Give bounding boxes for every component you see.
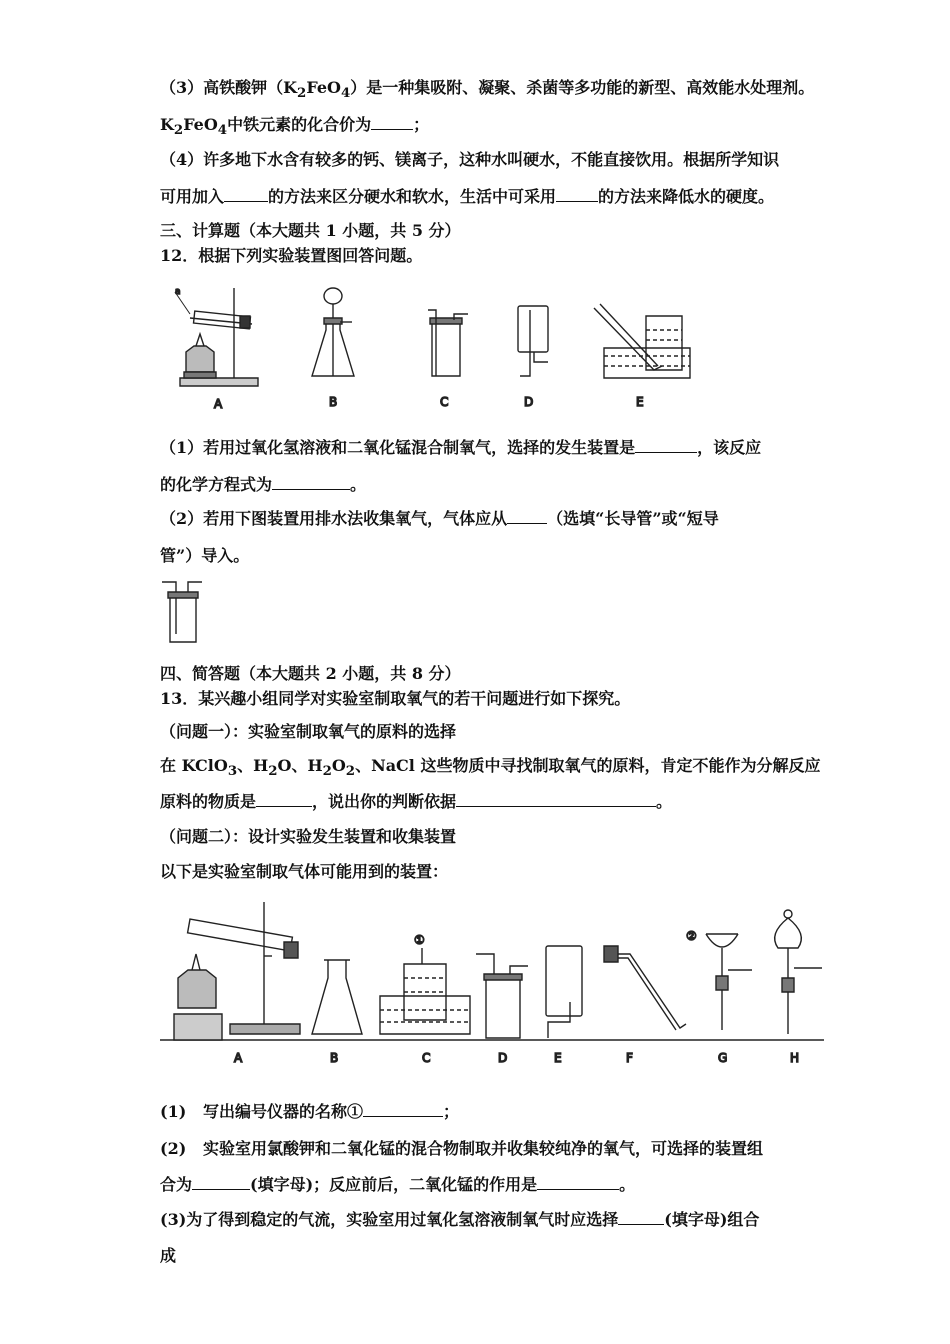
gas-washing-bottle-figure — [160, 578, 206, 646]
apparatus-h — [775, 910, 822, 1034]
text-run: 写出编号仪器的名称① — [203, 1102, 364, 1121]
text-run: O — [331, 756, 346, 775]
q13-problem1: （问题一）：实验室制取氧气的原料的选择 — [160, 722, 457, 741]
text-run: （3）高铁酸钾（K — [160, 78, 298, 97]
answer-blank[interactable] — [618, 1210, 664, 1225]
fig-tag-a: a — [175, 287, 181, 297]
fig-label-a: A — [214, 397, 223, 411]
text-run: 。 — [350, 475, 367, 494]
q13-apparatus-figure — [160, 898, 830, 1070]
fig-label-g: G — [718, 1051, 728, 1065]
answer-blank[interactable] — [272, 475, 350, 490]
apparatus-d — [476, 954, 528, 1038]
text-run: 原料的物质是 — [160, 792, 257, 811]
apparatus-b — [312, 288, 354, 376]
answer-blank[interactable] — [556, 187, 598, 202]
q13-problem2: （问题二）：设计实验发生装置和收集装置 — [160, 827, 457, 846]
apparatus-d — [518, 306, 548, 376]
fig-label-e: E — [636, 395, 644, 409]
fig-label-a: A — [234, 1051, 243, 1065]
q13-sub3-line1 — [160, 1209, 759, 1231]
q11-part3-line1 — [160, 77, 814, 104]
subscript: 4 — [340, 85, 351, 102]
text-run: 、NaCl 这些物质中寻找制取氧气的原料，肯定不能作为分解反应 — [355, 756, 821, 775]
apparatus-f — [604, 946, 686, 1030]
text-run: FeO — [183, 115, 218, 134]
subscript: 2 — [297, 85, 307, 102]
q11-part4-line2 — [160, 186, 774, 208]
text-run: ； — [413, 115, 430, 134]
mark-1: ① — [414, 933, 425, 947]
section3-title: 三、计算题（本大题共 1 小题，共 5 分） — [160, 221, 461, 240]
q13-line-answer — [160, 791, 672, 813]
text-run: 实验室用氯酸钾和二氧化锰的混合物制取并收集较纯净的氧气，可选择的装置组 — [203, 1139, 764, 1158]
apparatus-e — [546, 946, 582, 1038]
subscript: 2 — [268, 763, 278, 780]
answer-blank[interactable] — [507, 509, 547, 524]
answer-blank[interactable] — [192, 1175, 250, 1190]
q12-part1-line1 — [160, 437, 761, 459]
section4-title: 四、简答题（本大题共 2 小题，共 8 分） — [160, 664, 461, 683]
text-run: 的方法来降低水的硬度。 — [598, 187, 775, 206]
text-run: K — [160, 115, 174, 134]
apparatus-b — [312, 960, 362, 1034]
text-run: (填字母)组合 — [664, 1210, 760, 1229]
fig-label-h: H — [790, 1051, 800, 1065]
answer-blank[interactable] — [224, 187, 268, 202]
q13-intro: 以下是实验室制取气体可能用到的装置： — [160, 862, 449, 881]
q12-stem: 12．根据下列实验装置图回答问题。 — [160, 246, 423, 265]
text-run: 、H — [237, 756, 269, 775]
fig-label-f: F — [626, 1051, 633, 1065]
text-run: ）是一种集吸附、凝聚、杀菌等多功能的新型、高效能水处理剂。 — [350, 78, 815, 97]
text-run: 可用加入 — [160, 187, 225, 206]
fig-label-b: B — [329, 395, 338, 409]
q13-sub3-line2: 成 — [160, 1246, 177, 1265]
text-run: ，该反应 — [697, 438, 762, 457]
text-run: FeO — [306, 78, 341, 97]
apparatus-e — [594, 304, 690, 378]
subscript: 2 — [345, 763, 356, 780]
fig-label-c: C — [440, 395, 449, 409]
q12-part2-line2: 管”）导入。 — [160, 546, 250, 565]
answer-blank[interactable] — [635, 438, 697, 453]
subscript: 3 — [227, 763, 238, 780]
fig-label-b: B — [330, 1051, 339, 1065]
text-run: 。 — [656, 792, 673, 811]
text-run: (2) — [160, 1139, 187, 1158]
q12-part1-line2 — [160, 474, 366, 496]
fig-label-e: E — [554, 1051, 562, 1065]
text-run: (填字母)；反应前后，二氧化锰的作用是 — [250, 1175, 538, 1194]
fig-label-c: C — [422, 1051, 431, 1065]
apparatus-a — [174, 902, 300, 1040]
apparatus-c — [380, 933, 470, 1034]
text-run: ； — [443, 1102, 460, 1121]
answer-blank[interactable] — [363, 1102, 443, 1117]
text-run: 的化学方程式为 — [160, 475, 273, 494]
q13-sub1 — [160, 1101, 459, 1123]
fig-label-d: D — [498, 1051, 508, 1065]
text-run: （1）若用过氧化氢溶液和二氧化锰混合制氧气，选择的发生装置是 — [160, 438, 636, 457]
text-run: 在 KClO — [160, 756, 228, 775]
mark-2: ② — [686, 929, 697, 943]
apparatus-a — [175, 288, 258, 386]
q13-stem: 13．某兴趣小组同学对实验室制取氧气的若干问题进行如下探究。 — [160, 689, 631, 708]
text-run: ，说出你的判断依据 — [312, 792, 457, 811]
fig-label-d: D — [524, 395, 534, 409]
text-run: (1) — [160, 1102, 187, 1121]
q11-part4-line1: （4）许多地下水含有较多的钙、镁离子，这种水叫硬水，不能直接饮用。根据所学知识 — [160, 150, 780, 169]
q11-part3-line2 — [160, 114, 429, 141]
subscript: 2 — [322, 763, 332, 780]
text-run: 合为 — [160, 1175, 193, 1194]
text-run: 。 — [619, 1175, 636, 1194]
text-run: (3)为了得到稳定的气流，实验室用过氧化氢溶液制氧气时应选择 — [160, 1210, 619, 1229]
q13-sub2-line2 — [160, 1174, 635, 1196]
answer-blank[interactable] — [256, 792, 312, 807]
text-run: O、H — [277, 756, 323, 775]
text-run: 中铁元素的化合价为 — [227, 115, 372, 134]
text-run: （选填“长导管”或“短导 — [547, 509, 719, 528]
apparatus-c — [428, 310, 468, 376]
answer-blank[interactable] — [371, 115, 413, 130]
text-run: 的方法来区分硬水和软水，生活中可采用 — [268, 187, 557, 206]
text-run: （2）若用下图装置用排水法收集氧气，气体应从 — [160, 509, 508, 528]
subscript: 4 — [217, 122, 228, 139]
subscript: 2 — [173, 122, 184, 139]
apparatus-g — [686, 929, 752, 1030]
answer-blank[interactable] — [456, 792, 656, 807]
q13-line-substances — [160, 755, 820, 782]
q13-sub2-line1 — [160, 1138, 763, 1160]
q12-part2-line1 — [160, 508, 719, 530]
answer-blank[interactable] — [537, 1175, 619, 1190]
q12-apparatus-figure — [170, 280, 710, 415]
